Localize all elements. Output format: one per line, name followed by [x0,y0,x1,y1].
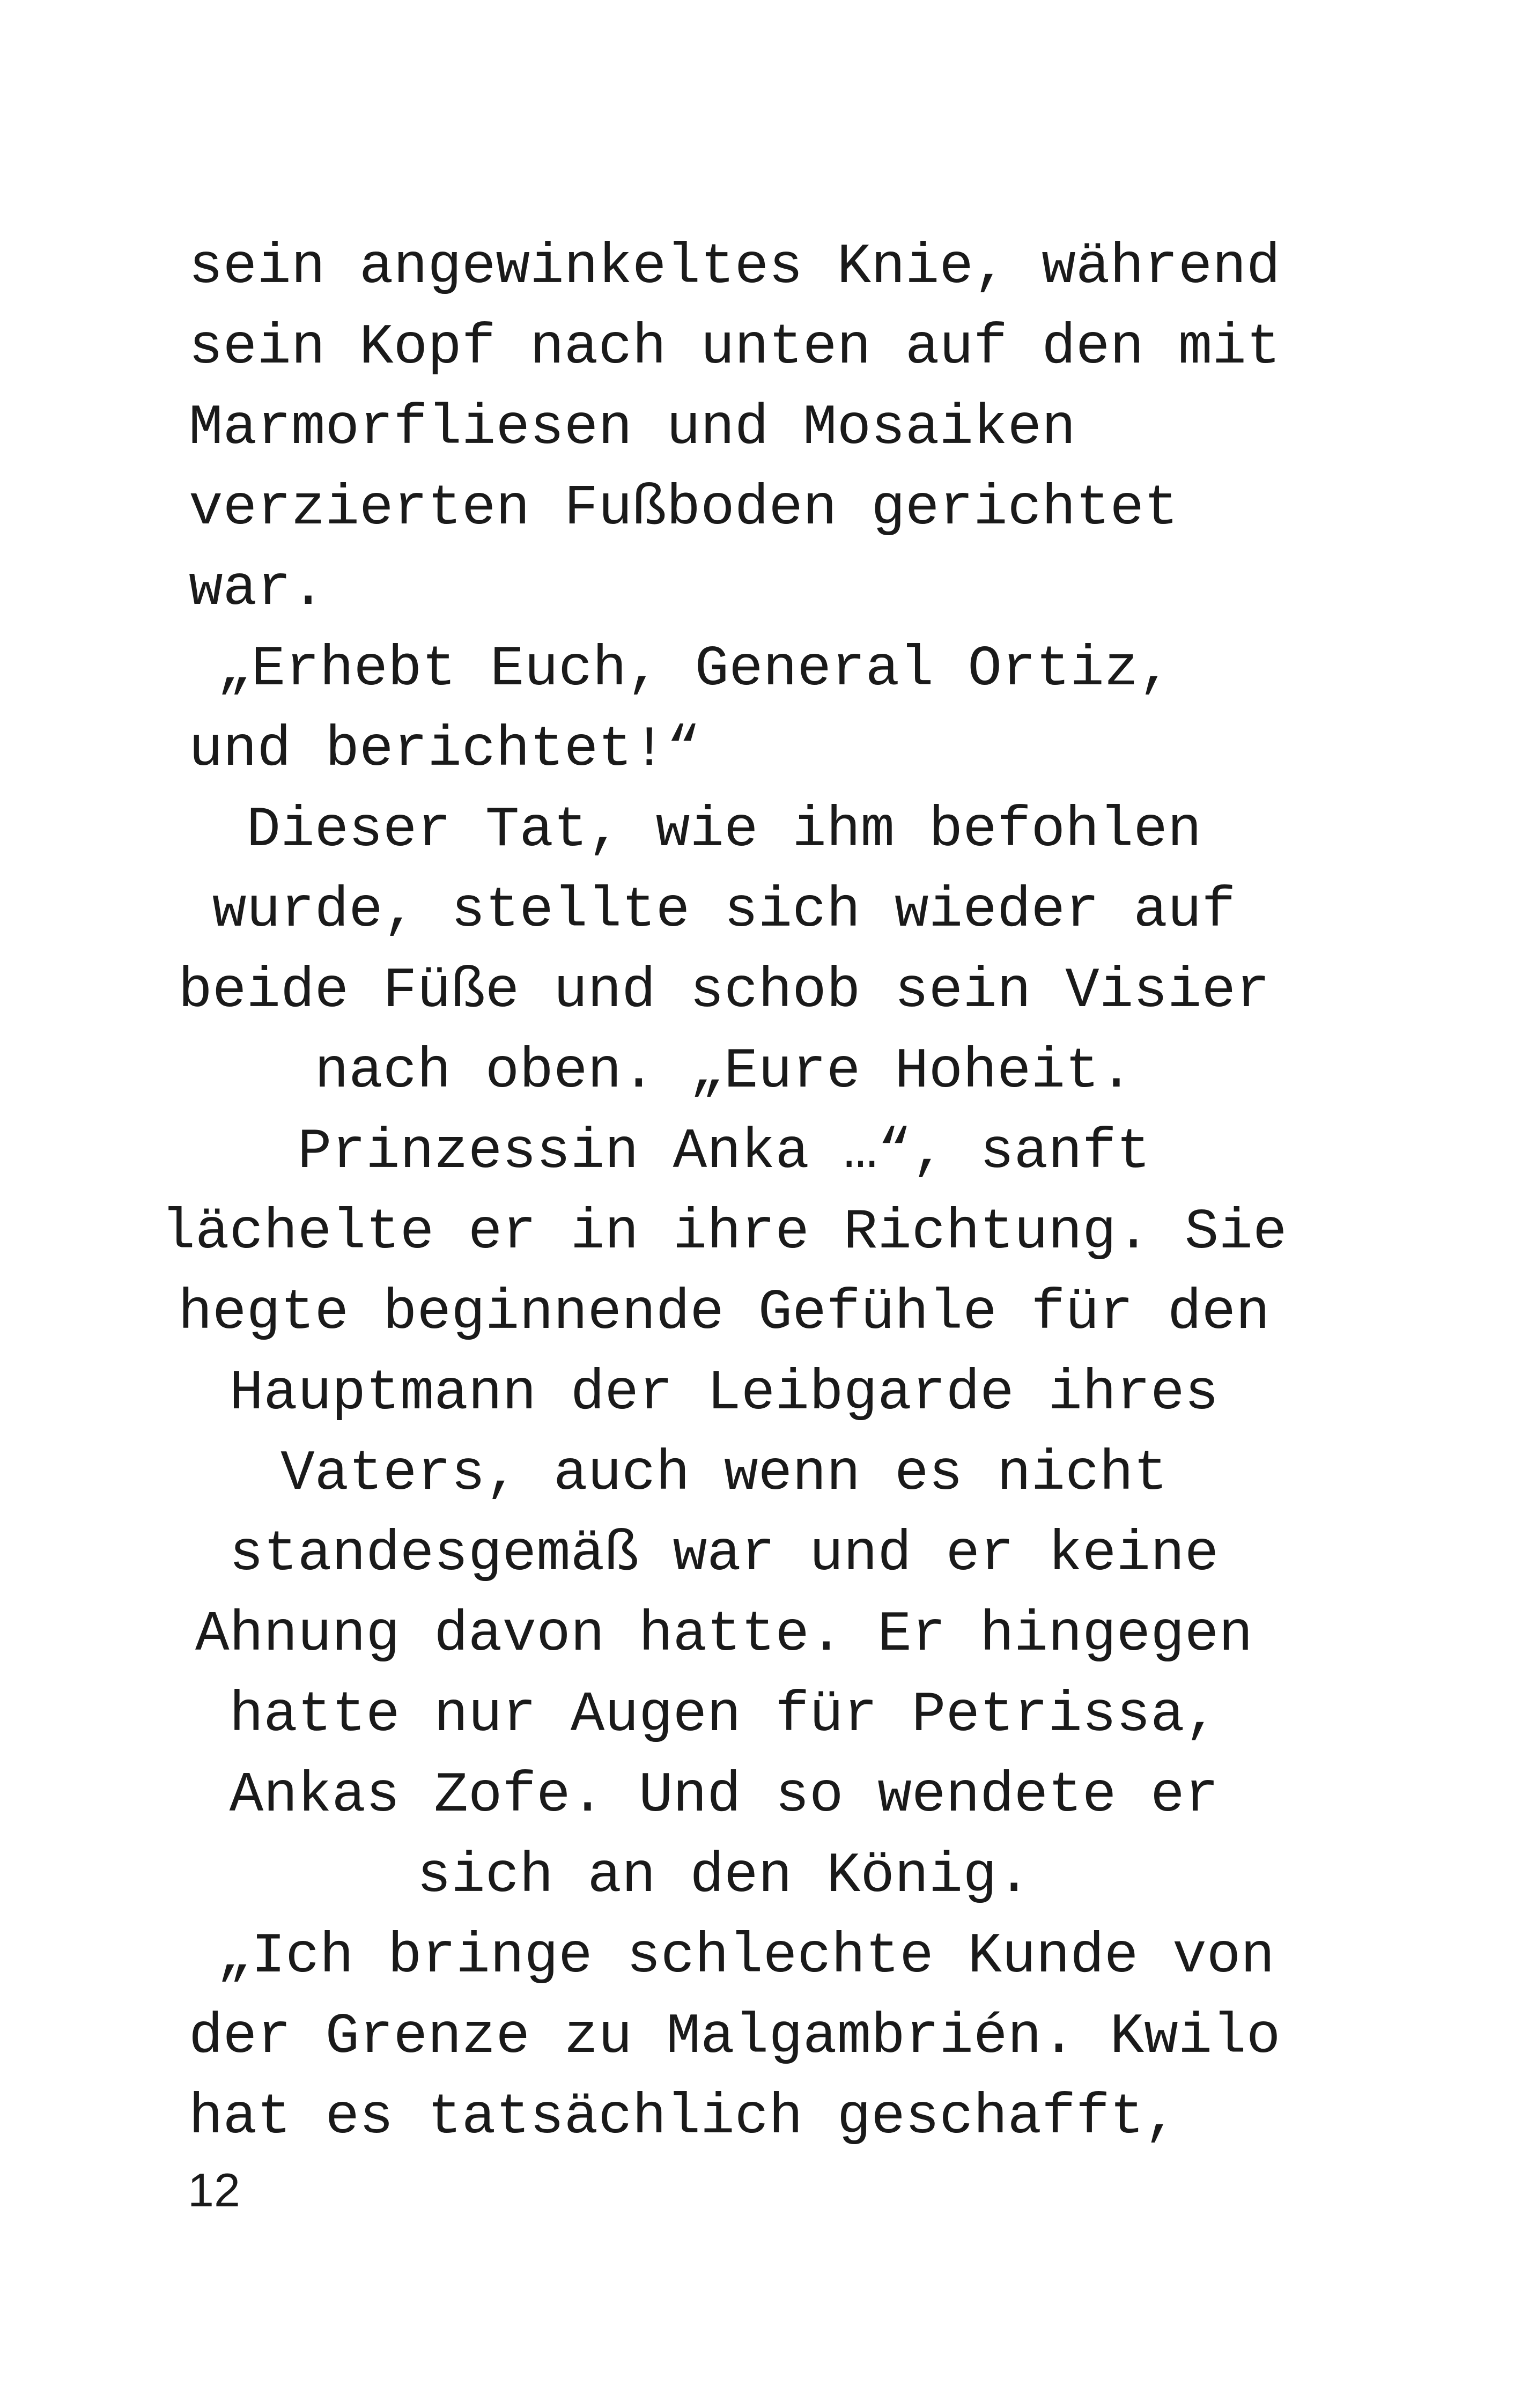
text-line: Prinzessin Anka …“, sanft [297,1120,1151,1184]
text-line: war. [189,557,326,621]
text-line: hatte nur Augen für Petrissa, [229,1683,1219,1747]
text-line: „Ich bringe schlechte Kunde von [217,1924,1275,1989]
text-line: verzierten Fußboden gerichtet [189,476,1178,541]
text-line: und berichtet!“ [189,718,701,782]
text-line: Dieser Tat, wie ihm befohlen [246,798,1202,862]
text-line: nach oben. „Eure Hoheit. [314,1039,1134,1104]
text-line: beide Füße und schob sein Visier [178,959,1270,1023]
text-line: Ankas Zofe. Und so wendete er [229,1763,1219,1828]
page-number: 12 [188,2163,240,2217]
text-line: Ahnung davon hatte. Er hingegen [195,1602,1253,1667]
text-line: lächelte er in ihre Richtung. Sie [161,1200,1287,1265]
text-line: standesgemäß war und er keine [229,1522,1219,1586]
text-line: hegte beginnende Gefühle für den [178,1281,1270,1345]
text-line: Hauptmann der Leibgarde ihres [229,1361,1219,1425]
text-line: Vaters, auch wenn es nicht [280,1442,1168,1506]
text-line: „Erhebt Euch, General Ortiz, [217,637,1173,701]
text-line: sein angewinkeltes Knie, während [189,235,1281,299]
text-line: sich an den König. [417,1844,1031,1908]
text-line: sein Kopf nach unten auf den mit [189,315,1281,380]
text-line: wurde, stellte sich wieder auf [212,878,1236,943]
text-line: hat es tatsächlich geschafft, [189,2085,1178,2150]
text-line: Marmorfliesen und Mosaiken [189,396,1076,460]
text-line: der Grenze zu Malgambrién. Kwilo [189,2005,1281,2069]
